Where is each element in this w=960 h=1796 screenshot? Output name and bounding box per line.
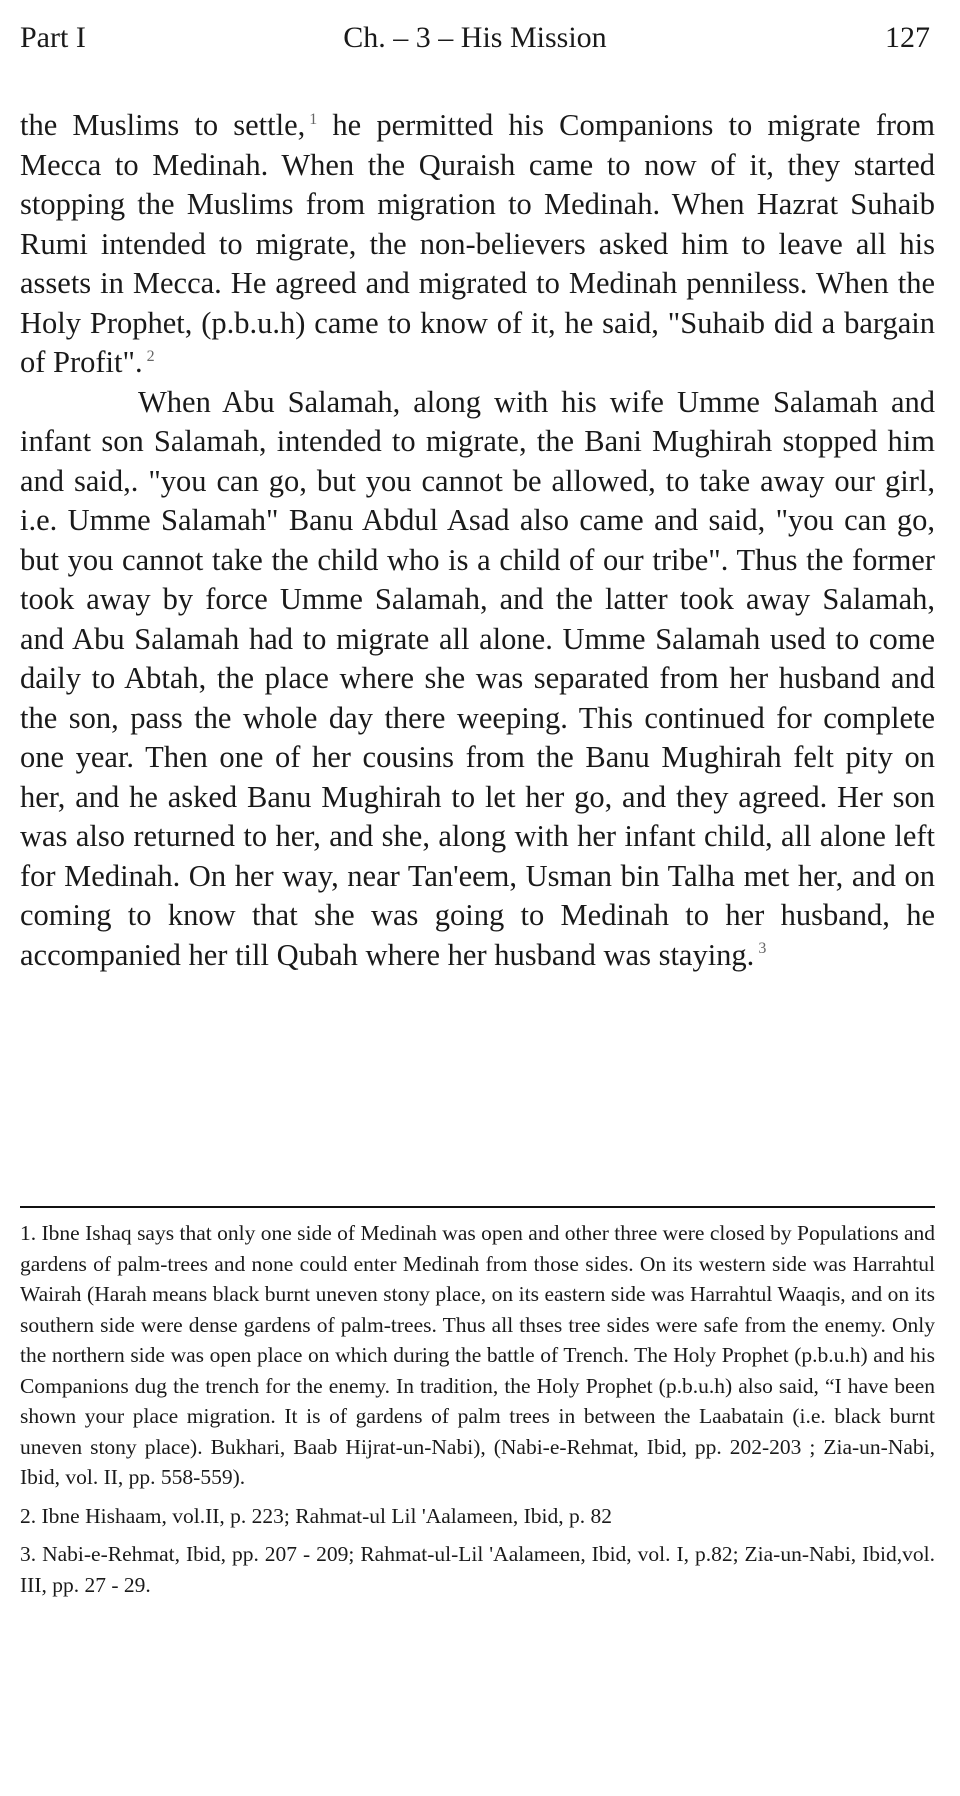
- chapter-title: Ch. – 3 – His Mission: [343, 21, 607, 54]
- paragraph-2: [20, 383, 935, 976]
- paragraph-1: [20, 106, 935, 383]
- paragraph-2-text: When Abu Salamah, along with his wife Umme Salamah and infant son Salamah, intended to migrate, the Bani Mughirah stopped him and said,. "you can go, but you cannot be allowed, to take away our girl, i.e. Umme Salamah" Banu Abdul Asad also came and said, "you can go, but you cannot take the child who is a child of our tribe". Thus the former took away by force Umme Salamah, and the latter took away Salamah, and Abu Salamah had to migrate all alone. Umme Salamah used to come daily to Abtah, the place where she was separated from her husband and the son, pass the whole day there weeping. This continued for complete one year. Then one of her cousins from the Banu Mughirah felt pity on her, and he asked Banu Mughirah to let her go, and they agreed. Her son was also returned to her, and she, along with her infant child, all alone left for Medinah. On her way, near Tan'eem, Usman bin Talha met her, and on coming to know that she was going to Medinah to her husband, he accompanied her till Qubah where her husband was staying.: [20, 384, 935, 972]
- paragraph-1-text: the Muslims to settle,: [20, 108, 306, 142]
- part-label: Part I: [20, 21, 86, 54]
- footnote-3: 3. Nabi-e-Rehmat, Ibid, pp. 207 - 209; Rahmat-ul-Lil 'Aalameen, Ibid, vol. I, p.82; Zia-un-Nabi, Ibid,vol. III, pp. 27 - 29.: [20, 1542, 935, 1597]
- footnote-2: 2. Ibne Hishaam, vol.II, p. 223; Rahmat-ul Lil 'Aalameen, Ibid, p. 82: [20, 1503, 613, 1528]
- footnote-divider: [20, 1206, 935, 1208]
- page-number: 127: [885, 21, 930, 54]
- footnote-ref-1: 1: [309, 110, 318, 128]
- footnote-1: 1. Ibne Ishaq says that only one side of Medinah was open and other three were closed by Populations and gardens of palm-trees and none could enter Medinah from those sides. On its western side was Harrahtul Wairah (Harah means black burnt uneven stony place, on its eastern side was Harrahtul Waaqis, and on its southern side were dense gardens of palm-trees. Thus all thses tree sides were safe from the enemy. Only the northern side was open place on which during the battle of Trench. The Holy Prophet (p.b.u.h) and his Companions dug the trench for the enemy. In tradition, the Holy Prophet (p.b.u.h) also said, “I have been shown your place migration. It is of gardens of palm trees in between the Laabatain (i.e. black burnt uneven stony place). Bukhari, Baab Hijrat-un-Nabi), (Nabi-e-Rehmat, Ibid, pp. 202-203 ; Zia-un-Nabi, Ibid, vol. II, pp. 558-559).: [20, 1221, 935, 1489]
- paragraph-1-text-cont: he permitted his Companions to migrate from Mecca to Medinah. When the Quraish came to now of it, they started stopping the Muslims from migration to Medinah. When Hazrat Suhaib Rumi intended to migrate, the non-believers asked him to leave all his assets in Mecca. He agreed and migrated to Medinah penniless. When the Holy Prophet, (p.b.u.h) came to know of it, he said, "Suhaib did a bargain of Profit".: [20, 108, 935, 379]
- footnote-ref-3: 3: [758, 940, 767, 958]
- running-header: [20, 18, 930, 58]
- main-text: [20, 106, 935, 975]
- footnote-ref-2: 2: [146, 347, 155, 365]
- footnotes: [20, 1218, 935, 1608]
